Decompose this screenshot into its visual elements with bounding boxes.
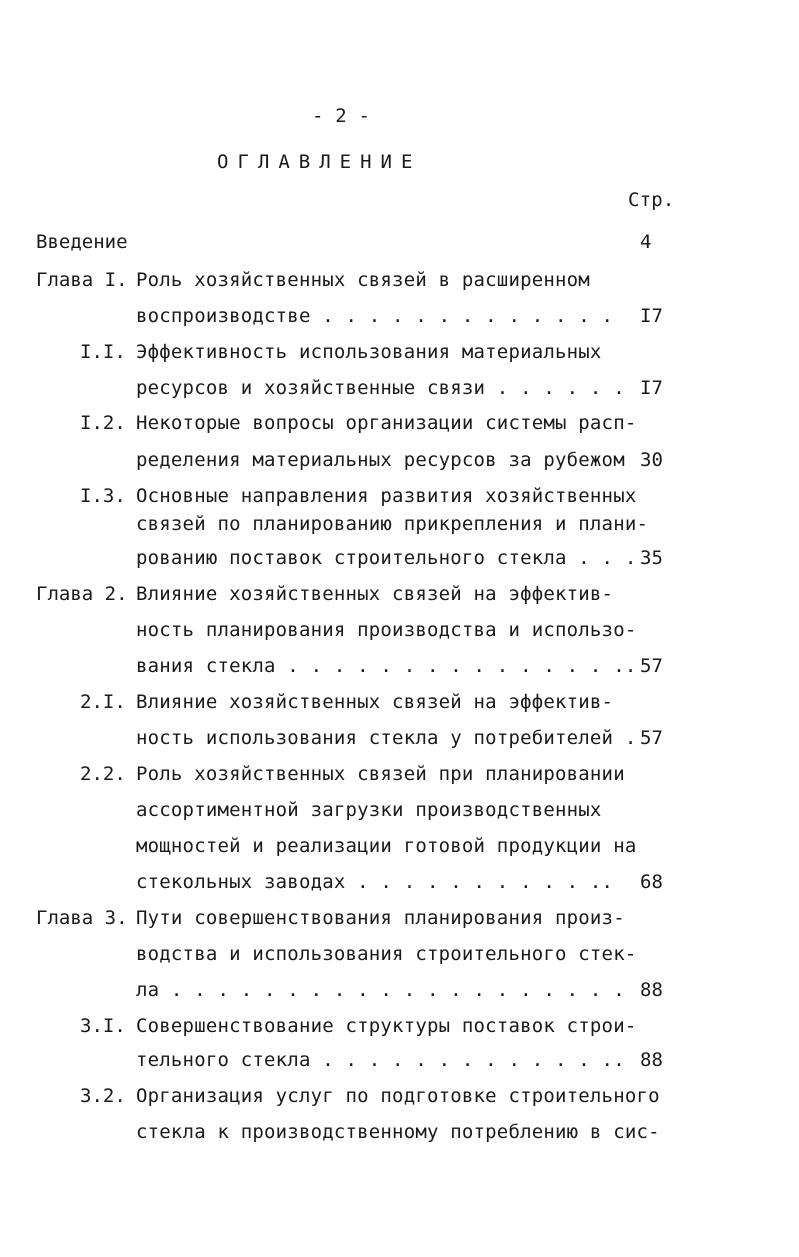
entry-1-2-line2: ределения материальных ресурсов за рубежом <box>136 449 625 471</box>
entry-1-1-line2: ресурсов и хозяйственные связи . . . . . . <box>136 377 625 399</box>
entry-1-3-page: 35 <box>640 547 663 569</box>
entry-ch3-page: 88 <box>640 979 663 1001</box>
entry-1-2-line1: Некоторые вопросы организации системы расп- <box>136 412 637 434</box>
entry-2-1-line1: Влияние хозяйственных связей на эффектив- <box>136 691 614 713</box>
entry-ch3-line3: ла . . . . . . . . . . . . . . . . . . . . <box>136 979 625 1001</box>
entry-1-1-page: I7 <box>640 377 663 399</box>
entry-3-1-page: 88 <box>640 1049 663 1071</box>
entry-2-2-line3: мощностей и реализации готовой продукции на <box>136 835 637 857</box>
entry-2-2-line4: стекольных заводах . . . . . . . . . . .. <box>136 871 614 893</box>
entry-1-1-line1: Эффективность использования материальных <box>136 341 602 363</box>
entry-3-1-label: 3.I. <box>80 1015 126 1037</box>
entry-2-1-line2: ность использования стекла у потребителей . <box>136 727 637 749</box>
entry-1-2-label: I.2. <box>80 412 126 434</box>
entry-2-1-label: 2.I. <box>80 691 126 713</box>
entry-1-2-page: 30 <box>640 449 663 471</box>
entry-1-1-label: I.I. <box>80 341 126 363</box>
entry-intro-page: 4 <box>640 231 652 253</box>
entry-ch1-line2: воспроизводстве . . . . . . . . . . . . . <box>136 305 614 327</box>
entry-3-2-line2: стекла к производственному потреблению в сис- <box>136 1121 660 1143</box>
entry-ch2-line2: ность планирования производства и использо- <box>136 619 637 641</box>
entry-3-1-line1: Совершенствование структуры поставок строи- <box>136 1015 637 1037</box>
entry-ch2-label: Глава 2. <box>36 583 128 605</box>
toc-heading: ОГЛАВЛЕНИЕ <box>217 151 422 173</box>
entry-2-2-label: 2.2. <box>80 763 126 785</box>
entry-ch2-page: 57 <box>640 655 663 677</box>
entry-1-3-label: I.3. <box>80 485 126 507</box>
entry-ch1-label: Глава I. <box>36 269 128 291</box>
entry-1-3-line1: Основные направления развития хозяйственных <box>136 485 637 507</box>
page-column-label: Стр. <box>628 189 675 211</box>
entry-3-2-line1: Организация услуг по подготовке строительного <box>136 1085 660 1107</box>
page-number: - 2 - <box>312 105 371 127</box>
entry-1-3-line3: рованию поставок строительного стекла . . . <box>136 547 637 569</box>
entry-ch2-line3: вания стекла . . . . . . . . . . . . . . .. <box>136 655 637 677</box>
entry-2-1-page: 57 <box>640 727 663 749</box>
entry-2-2-line2: ассортиментной загрузки производственных <box>136 799 602 821</box>
entry-ch3-line2: водства и использования строительного стек- <box>136 943 637 965</box>
entry-1-3-line2: связей по планированию прикрепления и плани- <box>136 513 649 535</box>
entry-ch3-label: Глава 3. <box>36 907 128 929</box>
entry-ch1-page: I7 <box>640 305 663 327</box>
entry-ch3-line1: Пути совершенствования планирования произ- <box>136 907 625 929</box>
entry-3-2-label: 3.2. <box>80 1085 126 1107</box>
entry-intro-label: Введение <box>36 231 128 253</box>
entry-ch2-line1: Влияние хозяйственных связей на эффектив- <box>136 583 614 605</box>
entry-2-2-page: 68 <box>640 871 663 893</box>
entry-2-2-line1: Роль хозяйственных связей при планировании <box>136 763 625 785</box>
entry-ch1-line1: Роль хозяйственных связей в расширенном <box>136 269 590 291</box>
entry-3-1-line2: тельного стекла . . . . . . . . . . . . .. <box>136 1049 625 1071</box>
